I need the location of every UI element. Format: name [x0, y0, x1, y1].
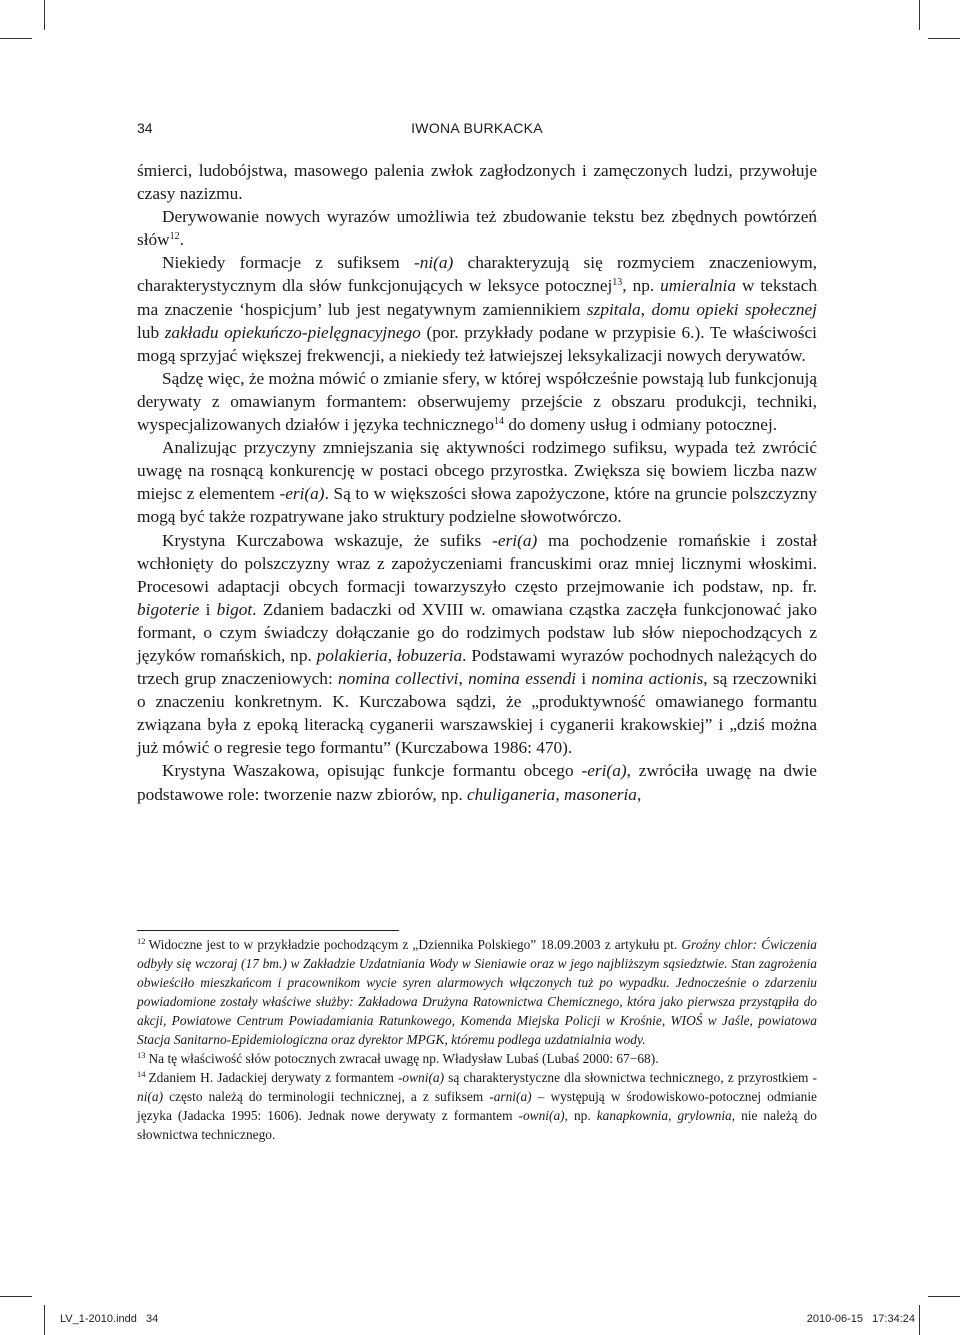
crop-mark-bottom-left-h	[0, 1296, 32, 1297]
crop-mark-bottom-right	[919, 1305, 920, 1335]
paragraph-5: Analizując przyczyny zmniejszania się aktywności rodzimego sufiksu, wypada też zwrócić uwagę na rosnącą konkurencję w postaci obcego przyrostka. Zwiększa się bowiem liczba nazw miejsc z elementem -eri(a). Są to w większości słowa zapożyczone, które na gruncie polszczyzny mogą być także rozpatrywane jako struktury podzielne słowotwórczo.	[137, 438, 817, 527]
page-header	[137, 120, 817, 142]
page-number: 34	[137, 120, 153, 136]
crop-mark-top-left	[44, 0, 45, 30]
footnotes	[137, 935, 817, 1144]
footnote-13: $^{13}$ Na tę właściwość słów potocznych zwracał uwagę np. Władysław Lubaś (Lubaś 2000: 67−68).	[137, 1050, 659, 1066]
main-text	[137, 159, 817, 806]
slug-file-info: LV_1-2010.indd 34	[60, 1313, 159, 1325]
crop-mark-top-right	[919, 0, 920, 30]
running-head: IWONA BURKACKA	[411, 120, 543, 136]
crop-mark-bottom-right-h	[928, 1296, 960, 1297]
footnote-ref-14: 14	[494, 416, 504, 428]
paragraph-7: Krystyna Waszakowa, opisując funkcje formantu obcego -eri(a), zwróciła uwagę na dwie podstawowe role: tworzenie nazw zbiorów, np. chuliganeria, masoneria,	[137, 761, 817, 804]
paragraph-3: Niekiedy formacje z sufiksem -ni(a) charakteryzują się rozmyciem znaczeniowym, charakterystycznym dla słów funkcjonujących w leksyce potocznej$^{13}$, np. umieralnia w tekstach ma znaczenie ‘hospicjum’ lub jest negatywnym zamiennikiem szpitala, domu opieki społecznej lub zakładu opiekuńczo-pielęgnacyjnego (por. przykłady podane w przypisie 6.). Te właściwości mogą sprzyjać większej frekwencji, a niekiedy też łatwiejszej leksykalizacji nowych derywatów.	[137, 253, 817, 365]
footnote-12: $^{12}$ Widoczne jest to w przykładzie pochodzącym z „Dziennika Polskiego” 18.09.2003 z artykułu pt. Groźny chlor: Ćwiczenia odbyły się wczoraj (17 bm.) w Zakładzie Uzdatniania Wody w Sieniawie oraz w jego najbliższym sąsiedztwie. Stan zagrożenia obwieściło mieszkańcom i pracownikom wycie syren alarmowych włączonych tuż po wypadku. Jednocześnie o zdarzeniu powiadomione zostały właściwe służby: Zakładowa Drużyna Ratownictwa Chemicznego, która jako pierwsza przystąpiła do akcji, Powiatowe Centrum Powiadamiania Ratunkowego, Komenda Miejska Policji w Krośnie, WIOŚ w Jaśle, powiatowa Stacja Sanitarno-Epidemiologiczna oraz dyrektor MPGK, któremu podlega uzdatnialnia wody.	[137, 936, 817, 1047]
crop-mark-bottom-left	[44, 1305, 45, 1335]
paragraph-6: Krystyna Kurczabowa wskazuje, że sufiks -eri(a) ma pochodzenie romańskie i został wchłonięty do polszczyzny wraz z zapożyczeniami francuskimi oraz mniej licznymi włoskimi. Procesowi adaptacji obcych formacji towarzyszyło często przejmowanie ich podstaw, np. fr. bigoterie i bigot. Zdaniem badaczki od XVIII w. omawiana cząstka zaczęła funkcjonować jako formant, o czym świadczy dołączanie go do rodzimych podstaw lub słów niepochodzących z języków romańskich, np. polakieria, łobuzeria. Podstawami wyrazów pochodnych należących do trzech grup znaczeniowych: nomina collectivi, nomina essendi i nomina actionis, są rzeczowniki o znaczeniu konkretnym. K. Kurczabowa sądzi, że „produktywność omawianego formantu związana była z epoką literacką cyganerii warszawskiej i cyganerii krakowskiej” i „dziś można już mówić o regresie tego formantu” (Kurczabowa 1986: 470).	[137, 530, 818, 758]
slug-timestamp: 2010-06-15 17:34:24	[806, 1313, 915, 1325]
paragraph-1: śmierci, ludobójstwa, masowego palenia zwłok zagłodzonych i zamęczonych ludzi, przywołuje czasy nazizmu.	[137, 161, 817, 204]
paragraph-4: Sądzę więc, że można mówić o zmianie sfery, w której współcześnie powstają lub funkcjonują derywaty z omawianym formantem: obserwujemy przejście z obszaru produkcji, techniki, wyspecjalizowanych działów i języka technicznego$^{14}$ do domeny usług i odmiany potocznej.	[137, 368, 817, 435]
footnote-ref-12: 12	[169, 231, 180, 243]
footnote-14: $^{14}$ Zdaniem H. Jadackiej derywaty z formantem -owni(a) są charakterystyczne dla słownictwa technicznego, z przyrostkiem -ni(a) często należą do terminologii technicznej, a z sufiksem -arni(a) – występują w środowiskowo-potocznej odmianie języka (Jadacka 1995: 1606). Jednak nowe derywaty z formantem -owni(a), np. kanapkownia, grylownia, nie należą do słownictwa technicznego.	[137, 1069, 818, 1142]
crop-mark-top-left-h	[0, 38, 32, 39]
crop-mark-top-right-h	[928, 38, 960, 39]
footnote-separator	[137, 930, 399, 931]
footnote-ref-13: 13	[612, 277, 623, 289]
paragraph-2: Derywowanie nowych wyrazów umożliwia też zbudowanie tekstu bez zbędnych powtórzeń słów$^{12}$.	[137, 207, 817, 250]
